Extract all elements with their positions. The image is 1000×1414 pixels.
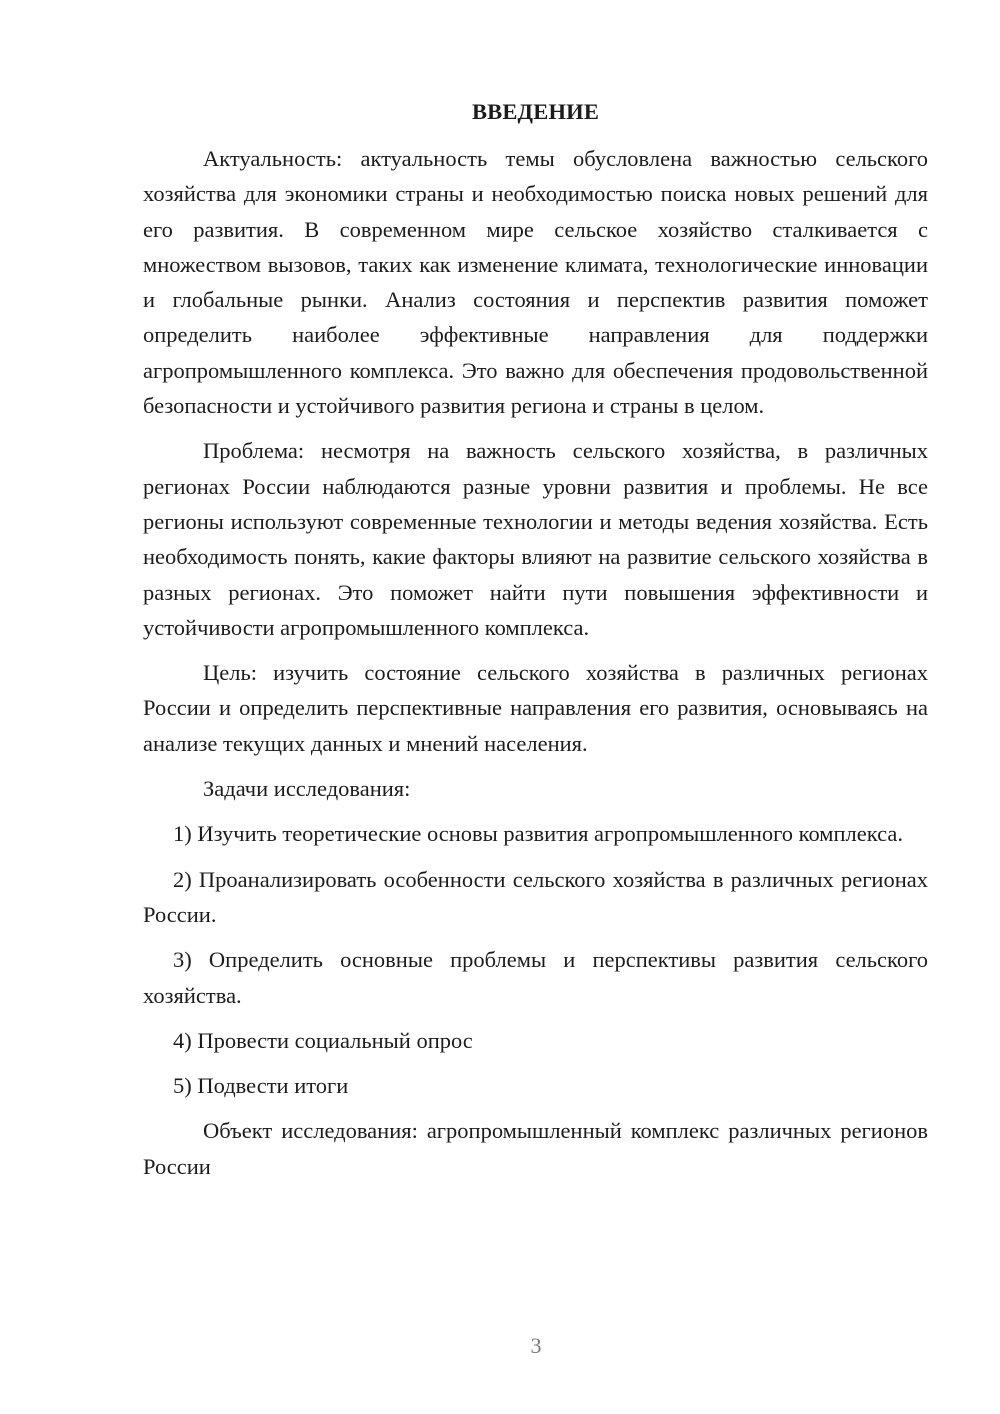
page-number: 3 bbox=[530, 1333, 542, 1358]
relevance-paragraph: Актуальность: актуальность темы обусловлена важностью сельского хозяйства для экономики страны и необходимостью поиска новых решений для его развития. В современном мире сельское хозяйство сталкивается с множеством вызовов, таких как изменение климата, технологические инновации и глобальные рынки. Анализ состояния и перспектив развития поможет определить наиболее эффективные направления для поддержки агропромышленного комплекса. Это важно для обеспечения продовольственной безопасности и устойчивого развития региона и страны в целом. bbox=[143, 146, 928, 419]
task-item: 1) Изучить теоретические основы развития агропромышленного комплекса. bbox=[173, 821, 904, 847]
problem-paragraph: Проблема: несмотря на важность сельского хозяйства, в различных регионах России наблюдаются разные уровни развития и проблемы. Не все регионы используют современные технологии и методы ведения хозяйства. Есть необходимость понять, какие факторы влияют на развитие сельского хозяйства в разных регионах. Это поможет найти пути повышения эффективности и устойчивости агропромышленного комплекса. bbox=[143, 438, 928, 640]
task-item: 3) Определить основные проблемы и перспективы развития сельского хозяйства. bbox=[143, 947, 928, 1008]
goal-paragraph: Цель: изучить состояние сельского хозяйства в различных регионах России и определить перспективные направления его развития, основываясь на анализе текущих данных и мнений населения. bbox=[143, 660, 928, 756]
object-paragraph: Объект исследования: агропромышленный комплекс различных регионов России bbox=[143, 1118, 928, 1179]
task-item: 2) Проанализировать особенности сельского хозяйства в различных регионах России. bbox=[143, 866, 928, 927]
page-body bbox=[143, 94, 928, 1194]
tasks-heading: Задачи исследования: bbox=[203, 776, 411, 802]
task-item: 5) Подвести итоги bbox=[173, 1073, 349, 1099]
section-title: ВВЕДЕНИЕ bbox=[471, 99, 600, 124]
task-item: 4) Провести социальный опрос bbox=[173, 1027, 473, 1053]
